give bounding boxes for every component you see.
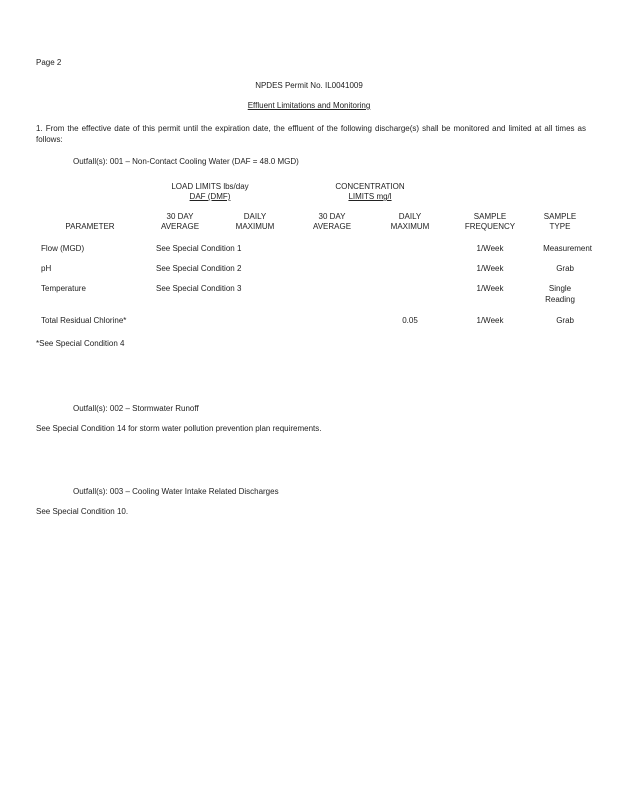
header-parameter: PARAMETER: [65, 222, 115, 231]
header-sample-frequency: SAMPLE: [473, 212, 507, 221]
load-limits-subtitle: DAF (DMF): [189, 192, 231, 201]
header-load-30day-avg: AVERAGE: [160, 222, 200, 231]
row-ph-frequency: 1/Week: [476, 264, 504, 273]
page-label: Page 2: [36, 58, 62, 67]
header-sample-type-2: TYPE: [549, 222, 571, 231]
header-load-daily-max: MAXIMUM: [235, 222, 275, 231]
row-temperature-type-2: Reading: [545, 295, 575, 304]
permit-number: NPDES Permit No. IL0041009: [255, 81, 363, 90]
outfall-003-label: Outfall(s): 003 – Cooling Water Intake Related Discharges: [73, 487, 279, 496]
load-limits-title: LOAD LIMITS lbs/day: [171, 182, 249, 191]
outfall-001-label: Outfall(s): 001 – Non-Contact Cooling Water (DAF = 48.0 MGD): [73, 157, 299, 166]
intro-paragraph: 1. From the effective date of this permit until the expiration date, the effluent of the following discharge(s) shall be monitored and limited at all times as follows:: [36, 124, 586, 144]
row-ph-parameter: pH: [41, 264, 52, 273]
header-conc-30day: 30 DAY: [318, 212, 346, 221]
footnote: *See Special Condition 4: [36, 339, 125, 348]
row-ph-type: Grab: [556, 264, 574, 273]
concentration-subtitle: LIMITS mg/l: [348, 192, 392, 201]
row-chlorine-conc-daily: 0.05: [402, 316, 418, 325]
row-temperature-type: Single: [548, 284, 572, 293]
row-temperature-parameter: Temperature: [41, 284, 86, 293]
header-conc-30day-avg: AVERAGE: [312, 222, 352, 231]
row-chlorine-frequency: 1/Week: [476, 316, 504, 325]
row-ph-load-30day: See Special Condition 2: [156, 264, 242, 273]
row-flow-parameter: Flow (MGD): [41, 244, 85, 253]
row-flow-type: Measurement: [543, 244, 592, 253]
header-sample-type: SAMPLE: [543, 212, 577, 221]
outfall-003-note: See Special Condition 10.: [36, 507, 129, 516]
header-conc-daily: DAILY: [398, 212, 422, 221]
row-chlorine-type: Grab: [556, 316, 574, 325]
row-flow-frequency: 1/Week: [476, 244, 504, 253]
header-load-daily: DAILY: [243, 212, 267, 221]
row-flow-load-30day: See Special Condition 1: [156, 244, 242, 253]
section-title: Effluent Limitations and Monitoring: [247, 101, 371, 110]
header-load-30day: 30 DAY: [166, 212, 194, 221]
header-sample-frequency-2: FREQUENCY: [464, 222, 516, 231]
row-temperature-load-30day: See Special Condition 3: [156, 284, 242, 293]
outfall-002-label: Outfall(s): 002 – Stormwater Runoff: [73, 404, 199, 413]
row-chlorine-parameter: Total Residual Chlorine*: [41, 316, 127, 325]
concentration-title: CONCENTRATION: [335, 182, 405, 191]
row-temperature-frequency: 1/Week: [476, 284, 504, 293]
outfall-002-note: See Special Condition 14 for storm water pollution prevention plan requirements.: [36, 424, 322, 433]
header-conc-daily-max: MAXIMUM: [390, 222, 430, 231]
